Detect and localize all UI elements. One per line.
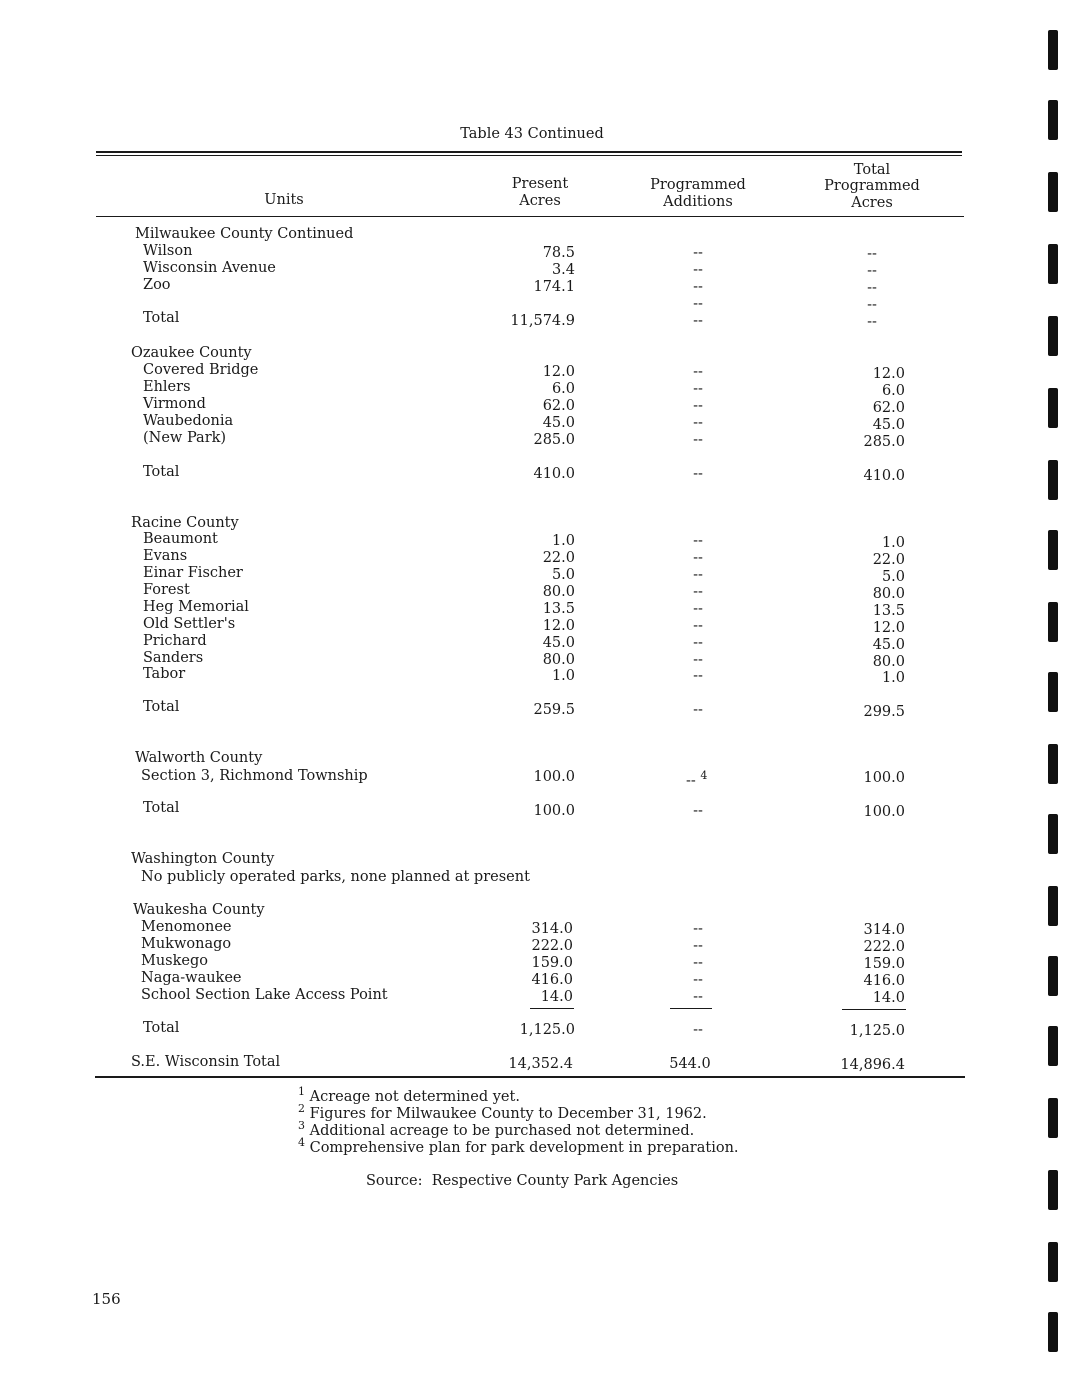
programmed-additions: -- bbox=[693, 432, 703, 448]
footnote-num: 1 bbox=[298, 1085, 305, 1098]
present-acres: 12.0 bbox=[542, 364, 575, 380]
park-name: Zoo bbox=[143, 277, 171, 293]
total-programmed: 22.0 bbox=[872, 552, 905, 568]
grand-total-prog: 544.0 bbox=[669, 1056, 711, 1072]
present-acres: 13.5 bbox=[542, 601, 575, 617]
park-name: Heg Memorial bbox=[143, 599, 249, 615]
programmed-additions: -- bbox=[693, 567, 703, 583]
source-line: Source: Respective County Park Agencies bbox=[366, 1173, 679, 1189]
header-total-1: Total bbox=[853, 162, 891, 178]
scan-mark bbox=[1048, 1170, 1058, 1210]
total-prog: -- bbox=[693, 1022, 703, 1038]
present-acres: 14.0 bbox=[540, 989, 573, 1005]
present-acres: 78.5 bbox=[542, 245, 575, 261]
washington-note: No publicly operated parks, none planned at present bbox=[141, 869, 530, 885]
park-name: Prichard bbox=[143, 633, 207, 649]
park-name: Sanders bbox=[143, 650, 204, 666]
total-present: 410.0 bbox=[533, 466, 575, 482]
total-total: -- bbox=[867, 314, 877, 330]
programmed-additions: -- bbox=[693, 364, 703, 380]
total-label: Total bbox=[143, 1020, 180, 1036]
present-acres: 12.0 bbox=[542, 618, 575, 634]
scan-mark bbox=[1048, 1026, 1058, 1066]
programmed-additions bbox=[686, 769, 707, 789]
present-acres: 416.0 bbox=[531, 972, 573, 988]
total-programmed: 159.0 bbox=[863, 956, 905, 972]
underline-total bbox=[842, 1009, 906, 1010]
park-name: Evans bbox=[143, 548, 188, 564]
scan-mark bbox=[1048, 1312, 1058, 1352]
total-programmed: 314.0 bbox=[863, 922, 905, 938]
scan-mark bbox=[1048, 244, 1058, 284]
programmed-additions: -- bbox=[693, 550, 703, 566]
footnote-4 bbox=[298, 1136, 739, 1156]
county-heading-ozaukee: Ozaukee County bbox=[131, 345, 252, 361]
bottom-rule bbox=[95, 1076, 965, 1078]
total-programmed: 416.0 bbox=[863, 973, 905, 989]
scan-mark bbox=[1048, 602, 1058, 642]
present-acres: 174.1 bbox=[533, 279, 575, 295]
present-acres: 6.0 bbox=[551, 381, 575, 397]
grand-total-total: 14,896.4 bbox=[840, 1057, 905, 1073]
park-name: (New Park) bbox=[143, 430, 227, 446]
page-number: 156 bbox=[92, 1290, 121, 1308]
programmed-additions: -- bbox=[693, 584, 703, 600]
scan-mark bbox=[1048, 100, 1058, 140]
table-title: Table 43 Continued bbox=[460, 126, 604, 142]
programmed-additions: -- bbox=[693, 279, 703, 295]
park-name: Einar Fischer bbox=[143, 565, 243, 581]
programmed-additions: -- bbox=[693, 635, 703, 651]
total-prog: -- bbox=[693, 313, 703, 329]
footnote-ref-4: 4 bbox=[700, 769, 708, 782]
header-rule bbox=[96, 216, 964, 217]
total-prog: -- bbox=[693, 466, 703, 482]
park-name: Naga-waukee bbox=[141, 970, 242, 986]
present-acres: 62.0 bbox=[542, 398, 575, 414]
total-programmed: -- bbox=[867, 280, 877, 296]
total-programmed: 80.0 bbox=[872, 586, 905, 602]
programmed-additions: -- bbox=[693, 398, 703, 414]
total-programmed: -- bbox=[867, 263, 877, 279]
total-total: 100.0 bbox=[863, 804, 905, 820]
present-acres: 1.0 bbox=[551, 668, 575, 684]
footnote-num: 4 bbox=[298, 1136, 305, 1149]
scan-mark bbox=[1048, 460, 1058, 500]
county-heading-milwaukee: Milwaukee County Continued bbox=[135, 226, 354, 242]
present-acres: 80.0 bbox=[542, 584, 575, 600]
park-name: Forest bbox=[143, 582, 190, 598]
header-prog-2: Additions bbox=[663, 194, 733, 210]
total-present: 259.5 bbox=[533, 702, 575, 718]
present-acres: 45.0 bbox=[542, 635, 575, 651]
total-programmed: 14.0 bbox=[872, 990, 905, 1006]
total-programmed: -- bbox=[867, 246, 877, 262]
scan-mark bbox=[1048, 316, 1058, 356]
programmed-additions: -- bbox=[693, 652, 703, 668]
total-present: 11,574.9 bbox=[510, 313, 575, 329]
scan-mark bbox=[1048, 530, 1058, 570]
footnote-text: Additional acreage to be purchased not determined. bbox=[309, 1122, 695, 1139]
footnote-num: 3 bbox=[298, 1119, 305, 1132]
underline-prog bbox=[670, 1008, 712, 1009]
total-total: 299.5 bbox=[863, 704, 905, 720]
total-programmed: -- bbox=[867, 297, 877, 313]
present-acres: 3.4 bbox=[551, 262, 575, 278]
scan-mark bbox=[1048, 172, 1058, 212]
present-acres: 80.0 bbox=[542, 652, 575, 668]
scan-mark bbox=[1048, 886, 1058, 926]
present-acres: 22.0 bbox=[542, 550, 575, 566]
footnote-text: Acreage not determined yet. bbox=[309, 1088, 520, 1105]
header-prog-1: Programmed bbox=[650, 177, 746, 193]
total-total: 1,125.0 bbox=[849, 1023, 905, 1039]
programmed-additions: -- bbox=[693, 296, 703, 312]
park-name: Menomonee bbox=[141, 919, 232, 935]
park-name: Waubedonia bbox=[143, 413, 234, 429]
header-total-2: Programmed bbox=[824, 178, 920, 194]
park-name: Tabor bbox=[143, 666, 186, 682]
programmed-additions: -- bbox=[693, 245, 703, 261]
county-heading-racine: Racine County bbox=[131, 515, 239, 531]
scan-mark bbox=[1048, 388, 1058, 428]
total-programmed: 222.0 bbox=[863, 939, 905, 955]
top-rule-2 bbox=[96, 155, 962, 156]
present-acres: 1.0 bbox=[551, 533, 575, 549]
programmed-additions: -- bbox=[693, 938, 703, 954]
present-acres: 45.0 bbox=[542, 415, 575, 431]
total-programmed: 80.0 bbox=[872, 654, 905, 670]
total-programmed: 285.0 bbox=[863, 434, 905, 450]
total-programmed: 1.0 bbox=[881, 535, 905, 551]
park-name: Section 3, Richmond Township bbox=[141, 768, 368, 784]
park-name: Muskego bbox=[141, 953, 209, 969]
county-heading-walworth: Walworth County bbox=[135, 750, 263, 766]
programmed-additions: -- bbox=[693, 618, 703, 634]
present-acres: 5.0 bbox=[551, 567, 575, 583]
park-name: Mukwonago bbox=[141, 936, 232, 952]
scan-mark bbox=[1048, 1242, 1058, 1282]
total-programmed: 45.0 bbox=[872, 637, 905, 653]
footnote-text: Figures for Milwaukee County to December 31, 1962. bbox=[309, 1105, 707, 1122]
programmed-additions: -- bbox=[693, 989, 703, 1005]
park-name: Wisconsin Avenue bbox=[143, 260, 276, 276]
present-acres: 222.0 bbox=[531, 938, 573, 954]
park-name: Ehlers bbox=[143, 379, 191, 395]
park-name: Old Settler's bbox=[143, 616, 236, 632]
present-acres: 285.0 bbox=[533, 432, 575, 448]
park-name: School Section Lake Access Point bbox=[141, 987, 388, 1003]
header-total-3: Acres bbox=[851, 195, 893, 211]
scan-mark bbox=[1048, 744, 1058, 784]
total-programmed: 6.0 bbox=[881, 383, 905, 399]
total-total: 410.0 bbox=[863, 468, 905, 484]
scan-mark bbox=[1048, 1098, 1058, 1138]
total-label: Total bbox=[143, 699, 180, 715]
programmed-additions: -- bbox=[693, 601, 703, 617]
present-acres: 314.0 bbox=[531, 921, 573, 937]
total-programmed: 12.0 bbox=[872, 366, 905, 382]
present-acres: 100.0 bbox=[533, 769, 575, 785]
total-programmed: 5.0 bbox=[881, 569, 905, 585]
total-label: Total bbox=[143, 800, 180, 816]
programmed-additions: -- bbox=[693, 262, 703, 278]
programmed-additions: -- bbox=[693, 381, 703, 397]
total-programmed: 1.0 bbox=[881, 670, 905, 686]
programmed-additions: -- bbox=[693, 921, 703, 937]
total-programmed: 45.0 bbox=[872, 417, 905, 433]
underline-present bbox=[530, 1008, 574, 1009]
programmed-value: -- bbox=[686, 772, 696, 789]
total-present: 1,125.0 bbox=[519, 1022, 575, 1038]
park-name: Virmond bbox=[143, 396, 206, 412]
scan-mark bbox=[1048, 672, 1058, 712]
county-heading-washington: Washington County bbox=[131, 851, 275, 867]
grand-total-present: 14,352.4 bbox=[508, 1056, 573, 1072]
total-label: Total bbox=[143, 464, 180, 480]
park-name: Covered Bridge bbox=[143, 362, 259, 378]
header-present-1: Present bbox=[511, 176, 569, 192]
footnote-text: Comprehensive plan for park development in preparation. bbox=[309, 1139, 739, 1156]
programmed-additions: -- bbox=[693, 955, 703, 971]
programmed-additions: -- bbox=[693, 415, 703, 431]
scan-mark bbox=[1048, 814, 1058, 854]
total-present: 100.0 bbox=[533, 803, 575, 819]
park-name: Beaumont bbox=[143, 531, 218, 547]
total-prog: -- bbox=[693, 803, 703, 819]
grand-total-label: S.E. Wisconsin Total bbox=[131, 1054, 281, 1070]
programmed-additions: -- bbox=[693, 533, 703, 549]
header-units: Units bbox=[264, 192, 304, 208]
programmed-additions: -- bbox=[693, 668, 703, 684]
county-heading-waukesha: Waukesha County bbox=[133, 902, 265, 918]
total-programmed: 13.5 bbox=[872, 603, 905, 619]
scan-mark bbox=[1048, 30, 1058, 70]
top-rule bbox=[96, 151, 962, 153]
total-prog: -- bbox=[693, 702, 703, 718]
present-acres: 159.0 bbox=[531, 955, 573, 971]
programmed-additions: -- bbox=[693, 972, 703, 988]
footnote-num: 2 bbox=[298, 1102, 305, 1115]
total-programmed: 12.0 bbox=[872, 620, 905, 636]
header-present-2: Acres bbox=[519, 193, 561, 209]
total-label: Total bbox=[143, 310, 180, 326]
scan-mark bbox=[1048, 956, 1058, 996]
total-programmed: 100.0 bbox=[863, 770, 905, 786]
park-name: Wilson bbox=[143, 243, 193, 259]
total-programmed: 62.0 bbox=[872, 400, 905, 416]
